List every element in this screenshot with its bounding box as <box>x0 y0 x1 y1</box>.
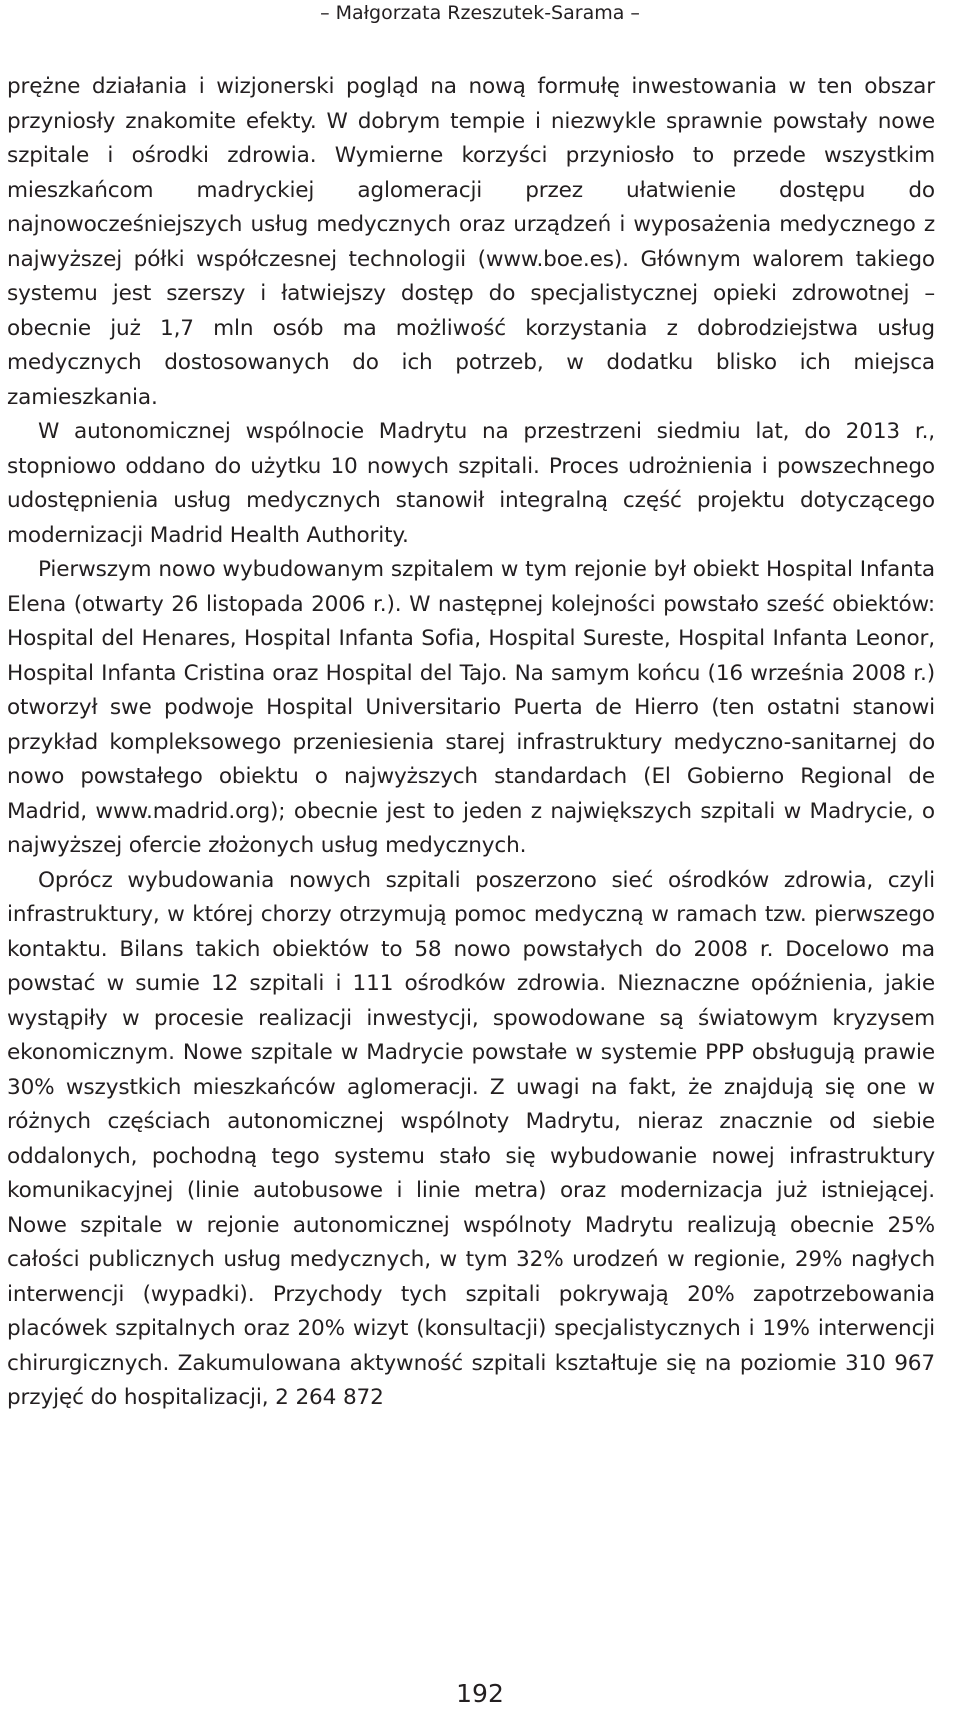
running-header: – Małgorzata Rzeszutek-Sarama – <box>320 2 640 24</box>
body-text <box>7 70 935 1416</box>
paragraph: Pierwszym nowo wybudowanym szpitalem w tym rejonie był obiekt Hospital Infanta Elena (otwarty 26 listopada 2006 r.). W następnej kolejności powstało sześć obiektów: Hospital del Henares, Hospital Infanta Sofia, Hospital Sureste, Hospital Infanta Leonor, Hospital Infanta Cristina oraz Hospital del Tajo. Na samym końcu (16 września 2008 r.) otworzył swe podwoje Hospital Universitario Puerta de Hierro (ten ostatni stanowi przykład kompleksowego przeniesienia starej infrastruktury medyczno-sanitarnej do nowo powstałego obiektu o najwyższych standardach (El Gobierno Regional de Madrid, www.madrid.org); obecnie jest to jeden z największych szpitali w Madrycie, o najwyższej ofercie złożonych usług medycznych. <box>7 557 935 858</box>
paragraph: Oprócz wybudowania nowych szpitali poszerzono sieć ośrodków zdrowia, czyli infrastruktury, w której chorzy otrzymują pomoc medyczną w ramach tzw. pierwszego kontaktu. Bilans takich obiektów to 58 nowo powstałych do 2008 r. Docelowo ma powstać w sumie 12 szpitali i 111 ośrodków zdrowia. Nieznaczne opóźnienia, jakie wystąpiły w procesie realizacji inwestycji, spowodowane są światowym kryzysem ekonomicznym. Nowe szpitale w Madrycie powstałe w systemie PPP obsługują prawie 30% wszystkich mieszkańców aglomeracji. Z uwagi na fakt, że znajdują się one w różnych częściach autonomicznej wspólnoty Madrytu, nieraz znacznie od siebie oddalonych, pochodną tego systemu stało się wybudowanie nowej infrastruktury komunikacyjnej (linie autobusowe i linie metra) oraz modernizacja już istniejącej. Nowe szpitale w rejonie autonomicznej wspólnoty Madrytu realizują obecnie 25% całości publicznych usług medycznych, w tym 32% urodzeń w regionie, 29% nagłych interwencji (wypadki). Przychody tych szpitali pokrywają 20% zapotrzebowania placówek szpitalnych oraz 20% wizyt (konsultacji) specjalistycznych i 19% interwencji chirurgicznych. Zakumulowana aktywność szpitali kształtuje się na poziomie 310 967 przyjęć do hospitalizacji, 2 264 872 <box>7 867 935 1410</box>
paragraph: W autonomicznej wspólnocie Madrytu na przestrzeni siedmiu lat, do 2013 r., stopniowo oddano do użytku 10 nowych szpitali. Proces udrożnienia i powszechnego udostępnienia usług medycznych stanowił integralną część projektu dotyczącego modernizacji Madrid Health Authority. <box>7 419 935 548</box>
page-number: 192 <box>456 1679 504 1708</box>
paragraph-continued: prężne działania i wizjonerski pogląd na nową formułę inwestowania w ten obszar przyniosły znakomite efekty. W dobrym tempie i niezwykle sprawnie powstały nowe szpitale i ośrodki zdrowia. Wymierne korzyści przyniosło to przede wszystkim mieszkańcom madryckiej aglomeracji przez ułatwienie dostępu do najnowocześniejszych usług medycznych oraz urządzeń i wyposażenia medycznego z najwyższej półki współczesnej technologii (www.boe.es). Głównym walorem takiego systemu jest szerszy i łatwiejszy dostęp do specjalistycznej opieki zdrowotnej – obecnie już 1,7 mln osób ma możliwość korzystania z dobrodziejstwa usług medycznych dostosowanych do ich potrzeb, w dodatku blisko ich miejsca zamieszkania. <box>7 74 935 410</box>
